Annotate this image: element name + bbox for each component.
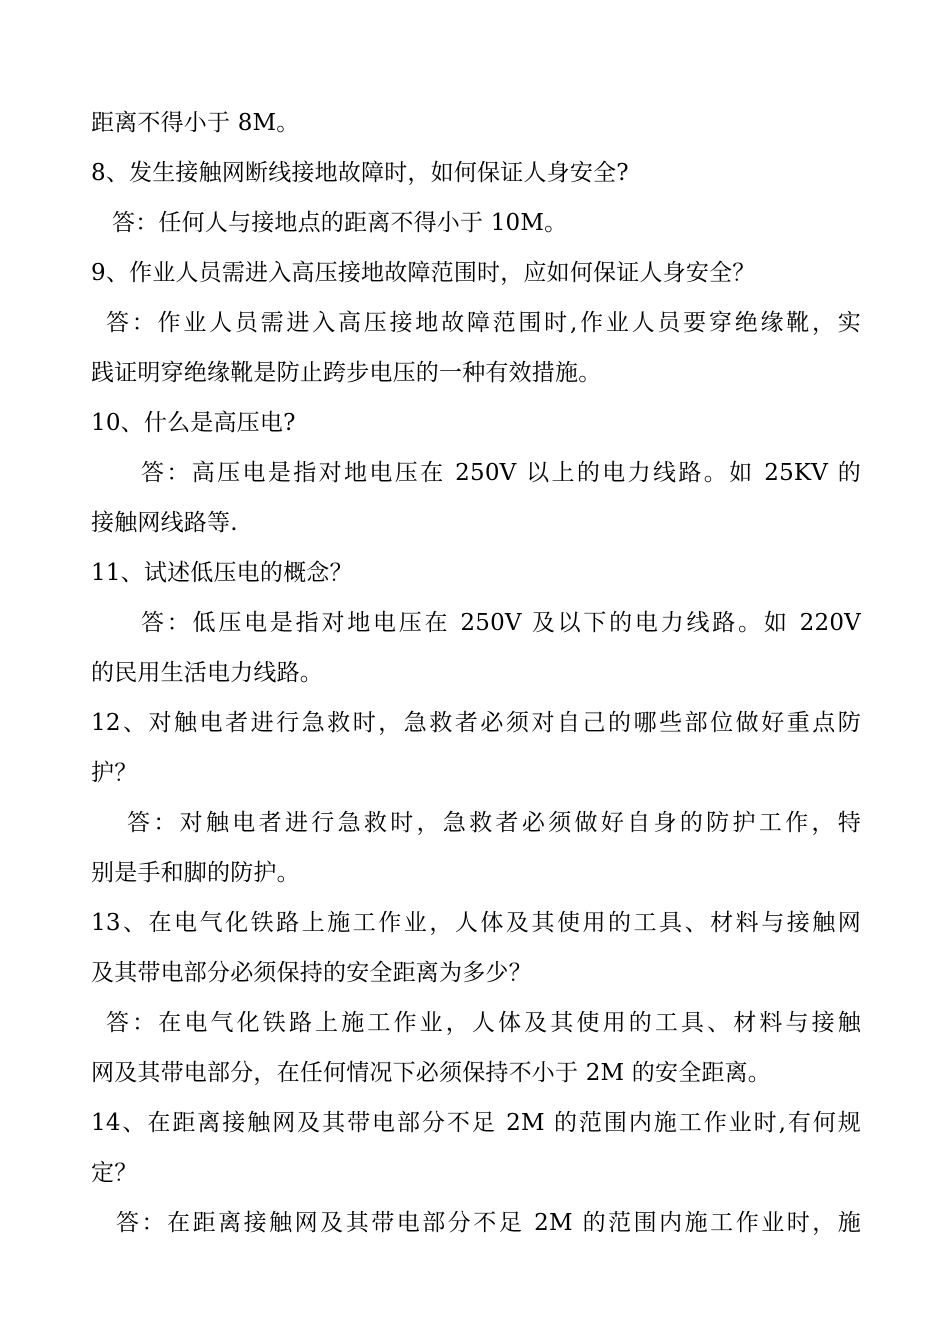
answer-14: 答：在距离接触网及其带电部分不足 2M 的范围内施工作业时，施	[116, 1210, 861, 1236]
text-line: 网及其带电部分，在任何情况下必须保持不小于 2M 的安全距离。	[91, 1060, 772, 1086]
text-line: 践证明穿绝缘靴是防止跨步电压的一种有效措施。	[91, 360, 602, 386]
text-line: 别是手和脚的防护。	[91, 860, 300, 886]
question-8: 8、发生接触网断线接地故障时，如何保证人身安全?	[91, 160, 629, 186]
question-9: 9、作业人员需进入高压接地故障范围时，应如何保证人身安全？	[91, 260, 756, 286]
answer-13: 答：在电气化铁路上施工作业，人体及其使用的工具、材料与接触	[106, 1010, 861, 1036]
answer-9: 答：作业人员需进入高压接地故障范围时,作业人员要穿绝缘靴，实	[106, 310, 861, 336]
answer-10: 答：高压电是指对地电压在 250V 以上的电力线路。如 25KV 的	[141, 460, 861, 486]
text-line: 接触网线路等.	[91, 510, 238, 536]
answer-11: 答：低压电是指对地电压在 250V 及以下的电力线路。如 220V	[141, 610, 861, 636]
question-13: 13、在电气化铁路上施工作业，人体及其使用的工具、材料与接触网	[91, 910, 861, 936]
question-11: 11、试述低压电的概念？	[91, 560, 353, 586]
question-12: 12、对触电者进行急救时，急救者必须对自己的哪些部位做好重点防	[91, 710, 861, 736]
answer-12: 答：对触电者进行急救时，急救者必须做好自身的防护工作，特	[127, 810, 861, 836]
text-line: 定？	[91, 1160, 138, 1186]
text-line: 护？	[91, 760, 138, 786]
answer-8: 答：任何人与接地点的距离不得小于 10M。	[112, 210, 568, 236]
question-10: 10、什么是高压电?	[91, 410, 296, 436]
text-line: 的民用生活电力线路。	[91, 660, 323, 686]
text-line: 距离不得小于 8M。	[91, 110, 300, 136]
text-line: 及其带电部分必须保持的安全距离为多少？	[91, 960, 532, 986]
question-14: 14、在距离接触网及其带电部分不足 2M 的范围内施工作业时,有何规	[91, 1110, 861, 1136]
